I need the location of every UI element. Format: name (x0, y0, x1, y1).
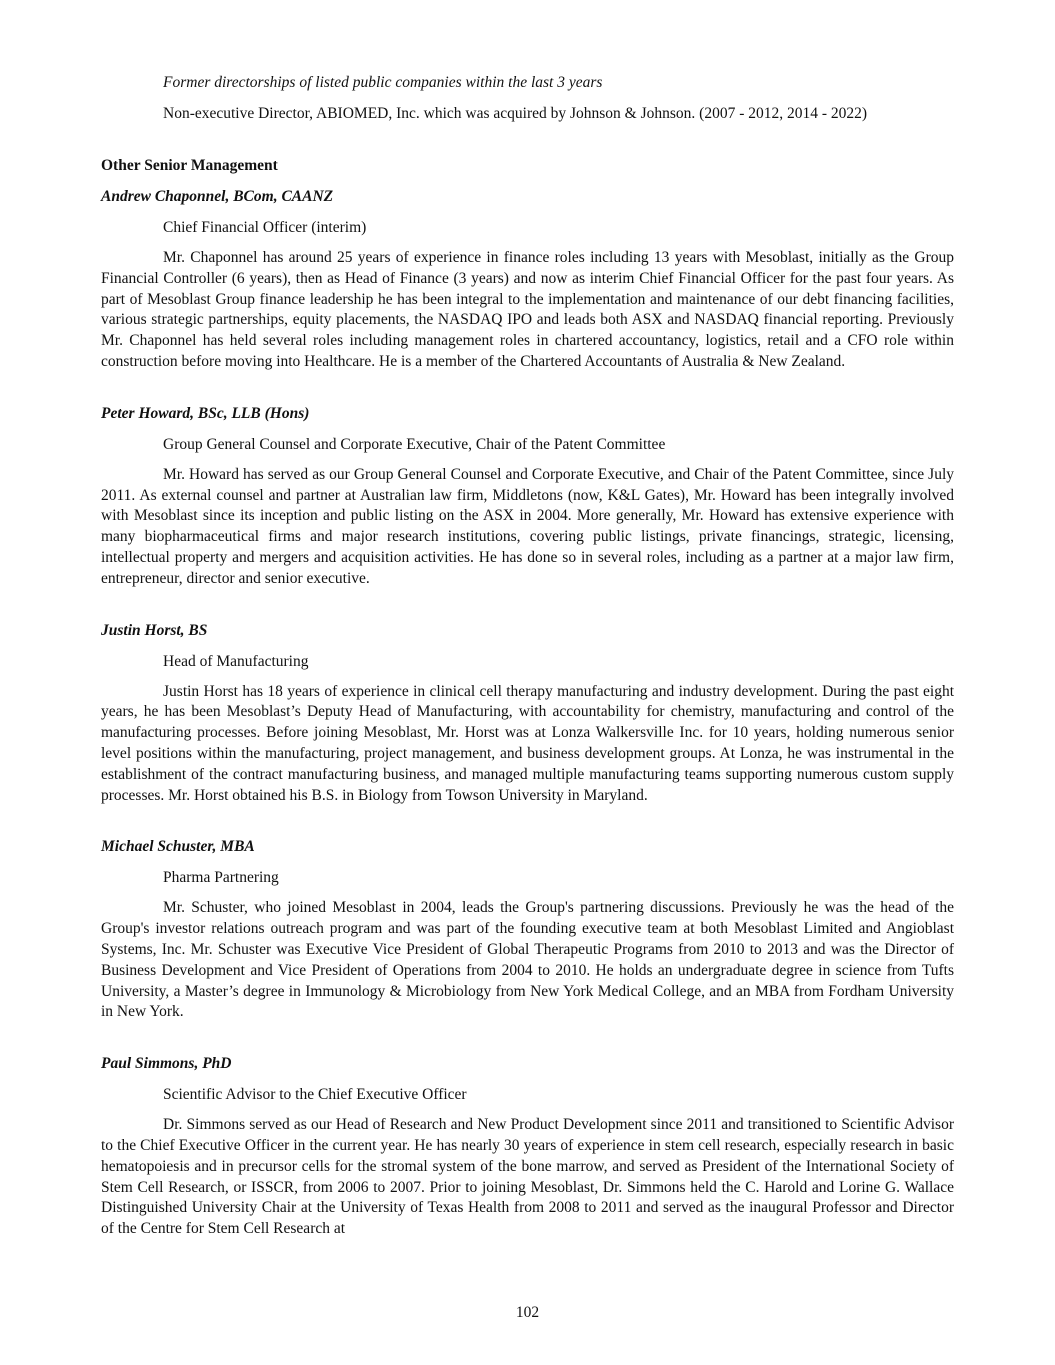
person-name: Michael Schuster, MBA (101, 838, 255, 856)
person-bio: Mr. Schuster, who joined Mesoblast in 2004, leads the Group's partnering discussions. Previously he was the head of the Group's investor relations outreach program and was part of the founding executive team at both Mesoblast Limited and Angioblast Systems, Inc. Mr. Schuster was Executive Vice President of Global Therapeutic Programs from 2010 to 2013 and was the Director of Business Development and Vice President of Operations from 2004 to 2010. He holds an undergraduate degree in science from Tufts University, a Master’s degree in Immunology & Microbiology from New York Medical College, and an MBA from Fordham University in New York. (101, 899, 954, 1021)
person-entry (101, 620, 954, 807)
person-name: Peter Howard, BSc, LLB (Hons) (101, 404, 310, 422)
person-role: Scientific Advisor to the Chief Executive Officer (163, 1086, 467, 1104)
former-directorships-entry: Non-executive Director, ABIOMED, Inc. which was acquired by Johnson & Johnson. (2007 - 2012, 2014 - 2022) (163, 105, 868, 122)
person-role: Group General Counsel and Corporate Executive, Chair of the Patent Committee (163, 435, 666, 453)
person-name: Paul Simmons, PhD (101, 1055, 232, 1073)
person-name: Justin Horst, BS (101, 621, 208, 639)
person-entry (101, 403, 954, 590)
page-number: 102 (515, 1304, 540, 1321)
person-bio: Mr. Howard has served as our Group General Counsel and Corporate Executive, and Chair of the Patent Committee, since July 2011. As external counsel and partner at Australian law firm, Middletons (now, K&L Gates), Mr. Howard has been integrally involved with Mesoblast since its inception and public listing on the ASX in 2004. More generally, Mr. Howard has extensive experience with many biopharmaceutical firms and major research institutions, covering public listings, private financings, strategic, licensing, intellectual property and mergers and acquisition activities. He has done so in several roles, including as a partner at a major law firm, entrepreneur, director and senior executive. (101, 465, 954, 587)
person-name: Andrew Chaponnel, BCom, CAANZ (101, 188, 334, 205)
person-role: Chief Financial Officer (interim) (163, 219, 367, 236)
section-title: Other Senior Management (101, 157, 278, 174)
person-bio: Mr. Chaponnel has around 25 years of experience in finance roles including 13 years with Mesoblast, initially as the Group Financial Controller (6 years), then as Head of Finance (3 years) and now as interim Chief Financial Officer for the past four years. As part of Mesoblast Group finance leadership he has been integral to the implementation and maintenance of our debt financing facilities, various strategic partnerships, equity placements, the NASDAQ IPO and leads both ASX and NASDAQ financial reporting. Previously Mr. Chaponnel has held several roles including management roles in chartered accountancy, logistics, retail and a CFO role within construction before moving into Healthcare. He is a member of the Chartered Accountants of Australia & New Zealand. (101, 249, 954, 370)
person-entry (101, 1053, 954, 1240)
document-page (101, 72, 954, 1240)
person-role: Head of Manufacturing (163, 652, 309, 670)
person-bio: Dr. Simmons served as our Head of Research and New Product Development since 2011 and transitioned to Scientific Advisor to the Chief Executive Officer in the current year. He has nearly 30 years of experience in stem cell research, especially research in basic hematopoiesis and in precursor cells for the stromal system of the bone marrow, and served as President of the International Society of Stem Cell Research, or ISSCR, from 2006 to 2007. Prior to joining Mesoblast, Dr. Simmons held the C. Harold and Lorine G. Wallace Distinguished University Chair at the University of Texas Health from 2008 to 2011 and served as the inaugural Professor and Director of the Centre for Stem Cell Research at (101, 1116, 954, 1238)
person-entry (101, 836, 954, 1023)
person-role: Pharma Partnering (163, 869, 279, 887)
former-directorships-heading: Former directorships of listed public companies within the last 3 years (163, 74, 603, 91)
person-entry (101, 186, 954, 373)
person-bio: Justin Horst has 18 years of experience in clinical cell therapy manufacturing and industry development. During the past eight years, he has been Mesoblast’s Deputy Head of Manufacturing, with accountability for chemistry, manufacturing and control of the manufacturing processes. Before joining Mesoblast, Mr. Horst was at Lonza Walkersville Inc. for 10 years, holding numerous senior level positions within the manufacturing, project management, and business development groups. At Lonza, he was instrumental in the establishment of the contract manufacturing business, and managed multiple manufacturing teams supporting numerous custom supply processes. Mr. Horst obtained his B.S. in Biology from Towson University in Maryland. (101, 682, 954, 804)
